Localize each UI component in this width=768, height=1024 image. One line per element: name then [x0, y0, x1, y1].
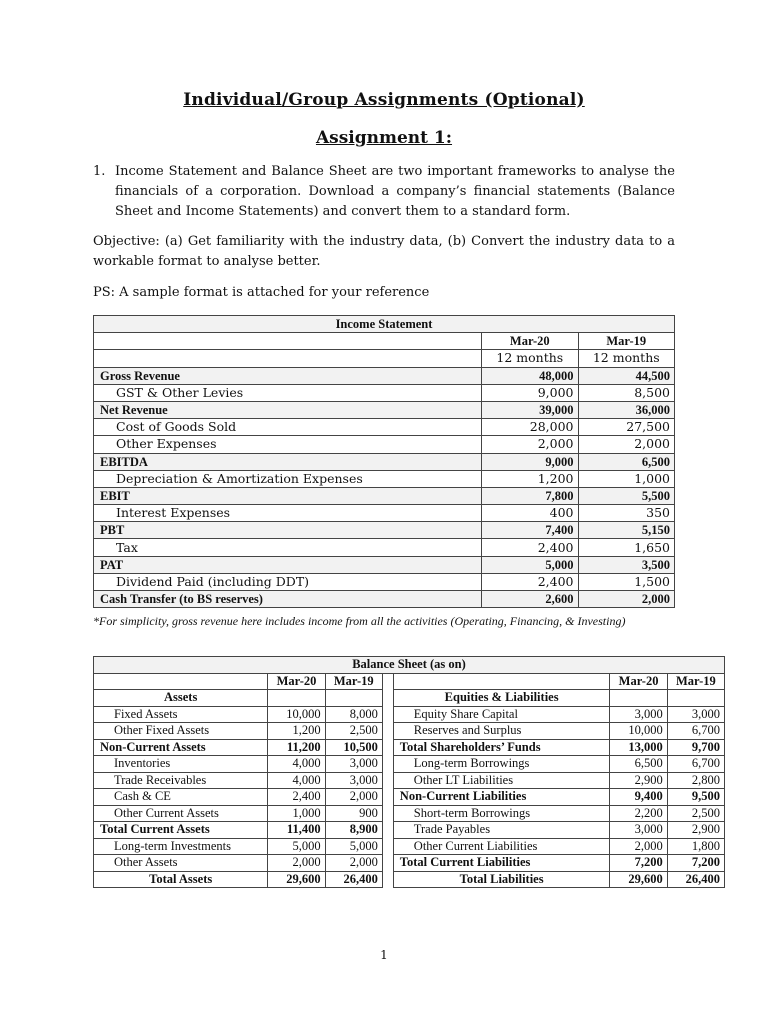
row-value: 2,000 — [578, 436, 674, 453]
liability-value: 7,200 — [610, 855, 667, 872]
liability-value: 3,000 — [667, 706, 724, 723]
liability-value: 26,400 — [667, 871, 724, 888]
asset-label: Non-Current Assets — [94, 739, 268, 756]
asset-value: 11,400 — [268, 822, 325, 839]
asset-value: 8,900 — [325, 822, 382, 839]
table-row — [94, 838, 725, 855]
liability-value: 7,200 — [667, 855, 724, 872]
row-value: 1,500 — [578, 573, 674, 590]
row-value: 44,500 — [578, 367, 674, 384]
liability-label: Non-Current Liabilities — [393, 789, 610, 806]
asset-value: 4,000 — [268, 756, 325, 773]
liability-value: 9,700 — [667, 739, 724, 756]
income-col-subheader: 12 months — [578, 350, 674, 367]
asset-value: 5,000 — [268, 838, 325, 855]
asset-value: 5,000 — [325, 838, 382, 855]
liabilities-header: Equities & Liabilities — [393, 690, 610, 707]
liability-label: Long-term Borrowings — [393, 756, 610, 773]
column-gap — [382, 789, 393, 806]
asset-value: 4,000 — [268, 772, 325, 789]
column-gap — [382, 838, 393, 855]
row-label: Dividend Paid (including DDT) — [94, 573, 482, 590]
liability-value: 2,800 — [667, 772, 724, 789]
objective-text: Objective: (a) Get familiarity with the industry data, (b) Convert the industry data to a workable format to analyse better. — [93, 234, 675, 269]
asset-value: 1,200 — [268, 723, 325, 740]
asset-label: Cash & CE — [94, 789, 268, 806]
balance-col-header: Mar-19 — [325, 673, 382, 690]
row-label: Depreciation & Amortization Expenses — [94, 470, 482, 487]
row-label: EBIT — [94, 487, 482, 504]
table-row — [94, 756, 725, 773]
liability-value: 2,500 — [667, 805, 724, 822]
row-value: 39,000 — [482, 401, 578, 418]
row-value: 8,500 — [578, 384, 674, 401]
row-label: Cost of Goods Sold — [94, 419, 482, 436]
table-row — [94, 855, 725, 872]
table-row — [94, 539, 675, 556]
liability-label: Equity Share Capital — [393, 706, 610, 723]
asset-label: Other Current Assets — [94, 805, 268, 822]
row-value: 1,200 — [482, 470, 578, 487]
row-label: Tax — [94, 539, 482, 556]
table-row — [94, 789, 725, 806]
asset-value: 900 — [325, 805, 382, 822]
liability-value: 2,200 — [610, 805, 667, 822]
column-gap — [382, 871, 393, 888]
asset-value: 10,500 — [325, 739, 382, 756]
asset-value: 29,600 — [268, 871, 325, 888]
liability-label: Total Liabilities — [393, 871, 610, 888]
row-label: GST & Other Levies — [94, 384, 482, 401]
row-label: PAT — [94, 556, 482, 573]
row-value: 2,000 — [578, 591, 674, 608]
asset-value: 10,000 — [268, 706, 325, 723]
liability-label: Reserves and Surplus — [393, 723, 610, 740]
asset-value: 2,500 — [325, 723, 382, 740]
table-row — [94, 487, 675, 504]
row-label: EBITDA — [94, 453, 482, 470]
asset-value: 11,200 — [268, 739, 325, 756]
liability-value: 3,000 — [610, 822, 667, 839]
table-row — [94, 556, 675, 573]
liability-value: 29,600 — [610, 871, 667, 888]
liability-value: 9,500 — [667, 789, 724, 806]
liability-value: 1,800 — [667, 838, 724, 855]
row-value: 2,000 — [482, 436, 578, 453]
row-value: 28,000 — [482, 419, 578, 436]
liability-label: Total Shareholders’ Funds — [393, 739, 610, 756]
liability-label: Other LT Liabilities — [393, 772, 610, 789]
liability-label: Total Current Liabilities — [393, 855, 610, 872]
page-number: 1 — [380, 948, 388, 962]
row-label: Interest Expenses — [94, 505, 482, 522]
table-row — [94, 805, 725, 822]
liability-value: 3,000 — [610, 706, 667, 723]
row-label: Cash Transfer (to BS reserves) — [94, 591, 482, 608]
asset-value: 2,000 — [268, 855, 325, 872]
column-gap — [382, 772, 393, 789]
row-value: 5,000 — [482, 556, 578, 573]
liability-label: Other Current Liabilities — [393, 838, 610, 855]
income-col-subheader: 12 months — [482, 350, 578, 367]
asset-value: 3,000 — [325, 772, 382, 789]
asset-value: 3,000 — [325, 756, 382, 773]
table-row — [94, 401, 675, 418]
asset-label: Other Assets — [94, 855, 268, 872]
income-statement-title: Income Statement — [94, 316, 675, 333]
assignment-heading: Assignment 1: — [315, 128, 453, 148]
liability-label: Short-term Borrowings — [393, 805, 610, 822]
asset-label: Other Fixed Assets — [94, 723, 268, 740]
asset-value: 2,000 — [325, 789, 382, 806]
balance-col-header: Mar-20 — [268, 673, 325, 690]
liability-value: 10,000 — [610, 723, 667, 740]
row-value: 9,000 — [482, 384, 578, 401]
column-gap — [382, 822, 393, 839]
row-value: 1,000 — [578, 470, 674, 487]
row-value: 2,400 — [482, 539, 578, 556]
row-value: 7,800 — [482, 487, 578, 504]
asset-label: Long-term Investments — [94, 838, 268, 855]
liability-value: 2,900 — [610, 772, 667, 789]
row-label: Gross Revenue — [94, 367, 482, 384]
balance-sheet-title: Balance Sheet (as on) — [94, 657, 725, 674]
asset-label: Total Assets — [94, 871, 268, 888]
column-gap — [382, 756, 393, 773]
row-value: 350 — [578, 505, 674, 522]
column-gap — [382, 855, 393, 872]
table-row — [94, 419, 675, 436]
balance-col-header: Mar-19 — [667, 673, 724, 690]
balance-sheet-table — [93, 656, 725, 888]
liability-value: 2,900 — [667, 822, 724, 839]
liability-value: 6,700 — [667, 756, 724, 773]
column-gap — [382, 805, 393, 822]
asset-label: Trade Receivables — [94, 772, 268, 789]
question-text: Income Statement and Balance Sheet are two important frameworks to analyse the financials of a corporation. Download a company’s financial statements (Balance Sheet and Income Statements) and convert them to a standard form. — [115, 164, 675, 219]
table-row — [94, 573, 675, 590]
table-row — [94, 505, 675, 522]
row-value: 2,400 — [482, 573, 578, 590]
asset-value: 2,400 — [268, 789, 325, 806]
asset-label: Total Current Assets — [94, 822, 268, 839]
income-col-header: Mar-20 — [482, 333, 578, 350]
table-row — [94, 470, 675, 487]
liability-value: 6,700 — [667, 723, 724, 740]
row-value: 48,000 — [482, 367, 578, 384]
asset-value: 8,000 — [325, 706, 382, 723]
row-value: 2,600 — [482, 591, 578, 608]
income-statement-table — [93, 315, 675, 608]
row-label: Net Revenue — [94, 401, 482, 418]
table-row — [94, 723, 725, 740]
row-value: 5,150 — [578, 522, 674, 539]
table-row — [94, 384, 675, 401]
row-value: 7,400 — [482, 522, 578, 539]
income-footnote: *For simplicity, gross revenue here includes income from all the activities (Operating, Financing, & Investing) — [93, 614, 626, 628]
column-gap — [382, 739, 393, 756]
row-value: 400 — [482, 505, 578, 522]
liability-value: 2,000 — [610, 838, 667, 855]
column-gap — [382, 723, 393, 740]
table-row — [94, 739, 725, 756]
asset-label: Inventories — [94, 756, 268, 773]
question-number: 1. — [93, 164, 106, 179]
asset-label: Fixed Assets — [94, 706, 268, 723]
row-value: 3,500 — [578, 556, 674, 573]
question-1 — [93, 162, 675, 222]
table-row — [94, 453, 675, 470]
table-row — [94, 822, 725, 839]
row-value: 1,650 — [578, 539, 674, 556]
asset-value: 2,000 — [325, 855, 382, 872]
liability-value: 9,400 — [610, 789, 667, 806]
asset-value: 1,000 — [268, 805, 325, 822]
table-row — [94, 772, 725, 789]
asset-value: 26,400 — [325, 871, 382, 888]
liability-value: 13,000 — [610, 739, 667, 756]
income-col-header: Mar-19 — [578, 333, 674, 350]
table-row — [94, 367, 675, 384]
assets-header: Assets — [94, 690, 268, 707]
row-value: 36,000 — [578, 401, 674, 418]
row-label: Other Expenses — [94, 436, 482, 453]
table-row — [94, 522, 675, 539]
row-value: 27,500 — [578, 419, 674, 436]
table-row — [94, 871, 725, 888]
row-value: 9,000 — [482, 453, 578, 470]
row-label: PBT — [94, 522, 482, 539]
column-gap — [382, 706, 393, 723]
balance-col-header: Mar-20 — [610, 673, 667, 690]
liability-value: 6,500 — [610, 756, 667, 773]
table-row — [94, 706, 725, 723]
row-value: 6,500 — [578, 453, 674, 470]
liability-label: Trade Payables — [393, 822, 610, 839]
table-row — [94, 436, 675, 453]
row-value: 5,500 — [578, 487, 674, 504]
ps-text: PS: A sample format is attached for your reference — [93, 285, 430, 300]
page-title: Individual/Group Assignments (Optional) — [183, 90, 585, 110]
table-row — [94, 591, 675, 608]
